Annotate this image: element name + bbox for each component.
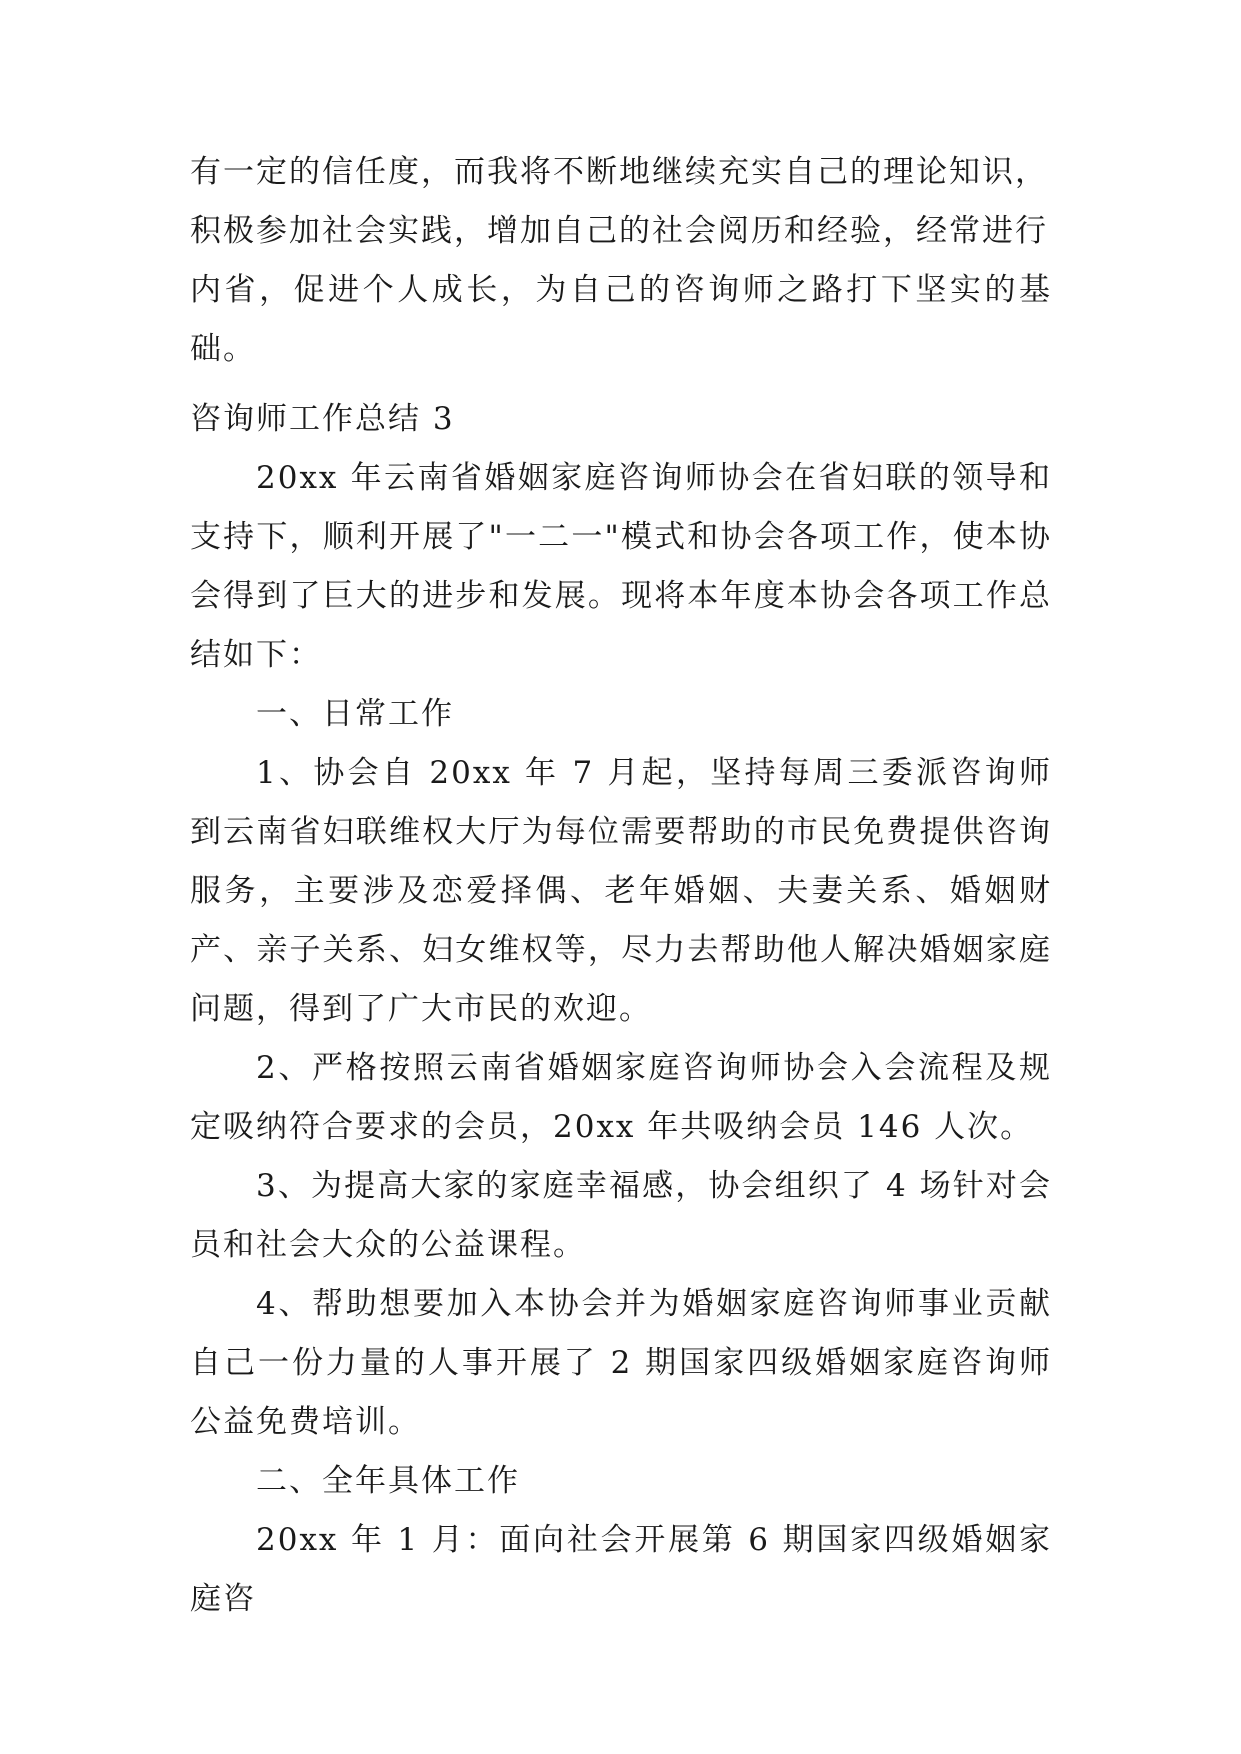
intro-line-2: 积极参加社会实践，增加自己的社会阅历和经验，经常进行 — [190, 213, 1048, 249]
intro-paragraph — [190, 143, 1052, 379]
paragraph-item-2: 2、严格按照云南省婚姻家庭咨询师协会入会流程及规定吸纳符合要求的会员，20xx 年共吸纳会员 146 人次。 — [190, 1050, 1052, 1145]
paragraph-january: 20xx 年 1 月：面向社会开展第 6 期国家四级婚姻家庭咨 — [190, 1522, 1052, 1617]
intro-line-1: 有一定的信任度，而我将不断地继续充实自己的理论知识， — [190, 154, 1048, 190]
paragraph-item-4: 4、帮助想要加入本协会并为婚姻家庭咨询师事业贡献自己一份力量的人事开展了 2 期国家四级婚姻家庭咨询师公益免费培训。 — [190, 1286, 1052, 1440]
paragraph-item-3: 3、为提高大家的家庭幸福感，协会组织了 4 场针对会员和社会大众的公益课程。 — [190, 1168, 1052, 1263]
subheading-daily-work: 一、日常工作 — [256, 696, 454, 732]
section-body — [190, 390, 1052, 1629]
paragraph-intro: 20xx 年云南省婚姻家庭咨询师协会在省妇联的领导和支持下，顺利开展了"一二一"模式和协会各项工作，使本协会得到了巨大的进步和发展。现将本年度本协会各项工作总结如下： — [190, 460, 1052, 673]
paragraph-item-1: 1、协会自 20xx 年 7 月起，坚持每周三委派咨询师到云南省妇联维权大厅为每位需要帮助的市民免费提供咨询服务，主要涉及恋爱择偶、老年婚姻、夫妻关系、婚姻财产、亲子关系、妇女维权等，尽力去帮助他人解决婚姻家庭问题，得到了广大市民的欢迎。 — [190, 755, 1052, 1027]
subheading-annual-work: 二、全年具体工作 — [256, 1463, 520, 1499]
section-title: 咨询师工作总结 3 — [190, 401, 455, 437]
intro-line-3: 内省，促进个人成长，为自己的咨询师之路打下坚实的基础。 — [190, 272, 1052, 367]
